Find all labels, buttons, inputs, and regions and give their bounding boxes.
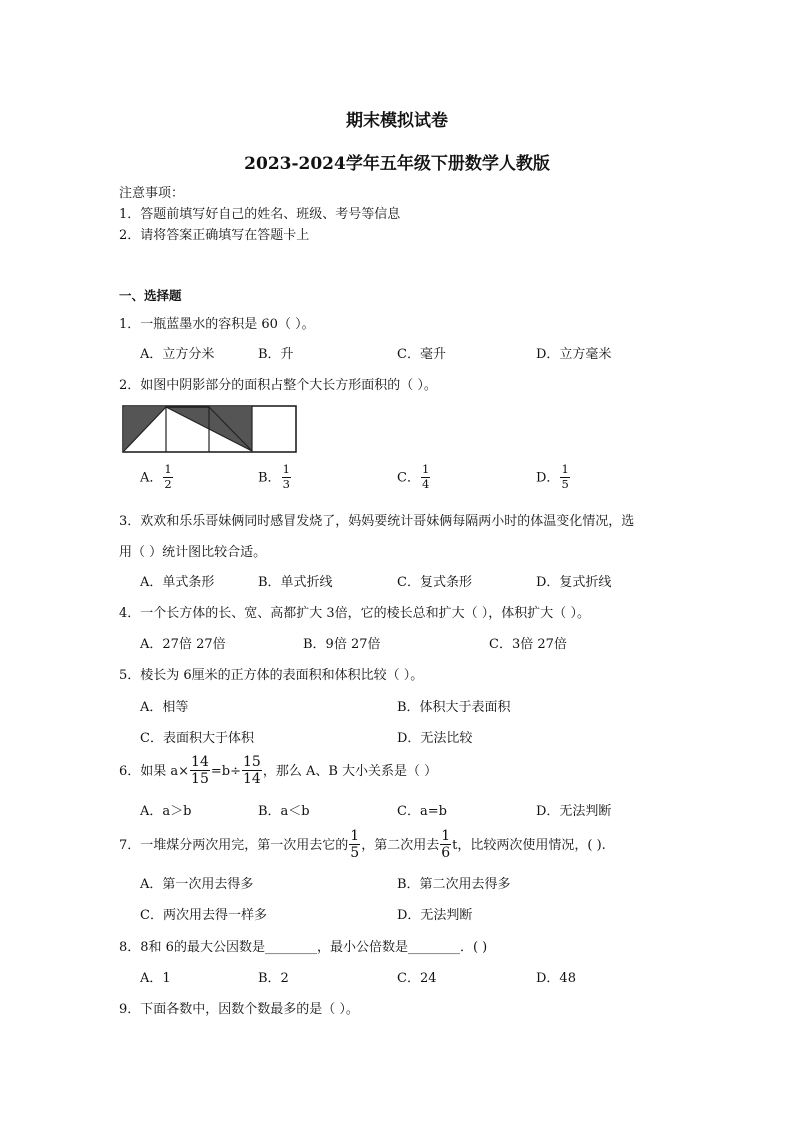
option-a[interactable]: A．27倍 27倍 <box>140 637 226 652</box>
fraction: $\frac{1}{5}$ <box>350 828 360 861</box>
option-a[interactable]: A．立方分米 <box>140 347 215 362</box>
exam-title: 期末模拟试卷 <box>346 111 448 131</box>
option-c[interactable]: C． $\frac{1}{4}$ <box>397 462 430 491</box>
note-item: 1．答题前填写好自己的姓名、班级、考号等信息 <box>119 207 401 222</box>
rectangle-diagram <box>122 405 298 453</box>
notes-heading: 注意事项： <box>119 186 185 201</box>
option-b[interactable]: B．2 <box>258 971 289 986</box>
option-c[interactable]: C．毫升 <box>397 347 446 362</box>
option-d[interactable]: D．复式折线 <box>536 575 612 590</box>
fraction: $\frac{15}{14}$ <box>242 754 261 787</box>
option-b[interactable]: B． $\frac{1}{3}$ <box>258 462 290 491</box>
fraction: $\frac{1}{6}$ <box>441 828 451 861</box>
question-stem: 8．8和 6的最大公因数是________，最小公倍数是________．( ) <box>119 940 488 955</box>
question-stem: 9．下面各数中，因数个数最多的是（ ）。 <box>119 1002 359 1017</box>
option-b[interactable]: B．升 <box>258 347 294 362</box>
option-a[interactable]: A．相等 <box>140 700 189 715</box>
option-d[interactable]: D．48 <box>536 971 576 986</box>
option-a[interactable]: A．单式条形 <box>140 575 215 590</box>
question-stem: 7．一堆煤分两次用完，第一次用去它的 $\frac{1}{5}$ ，第二次用去 $\frac{1}{6}$ t，比较两次使用情况，( ). <box>119 828 606 861</box>
option-a[interactable]: A．a＞b <box>140 804 192 819</box>
option-c[interactable]: C．24 <box>397 971 437 986</box>
question-stem: 5．棱长为 6厘米的正方体的表面积和体积比较（ ）。 <box>119 668 424 683</box>
option-b[interactable]: B．9倍 27倍 <box>303 637 381 652</box>
question-stem: 3．欢欢和乐乐哥妹俩同时感冒发烧了，妈妈要统计哥妹俩每隔两小时的体温变化情况，选 <box>119 514 635 529</box>
option-a[interactable]: A．第一次用去得多 <box>140 877 254 892</box>
question-stem: 2．如图中阴影部分的面积占整个大长方形面积的（ ）。 <box>119 378 437 393</box>
exam-subtitle: 2023-2024学年五年级下册数学人教版 <box>244 154 550 174</box>
question-stem: 6．如果 a× $\frac{14}{15}$ =b÷ $\frac{15}{14}$ ，那么 A、B 大小关系是（ ） <box>119 754 438 787</box>
option-d[interactable]: D．无法判断 <box>536 804 612 819</box>
option-b[interactable]: B．第二次用去得多 <box>397 877 511 892</box>
option-d[interactable]: D．无法比较 <box>397 731 473 746</box>
option-c[interactable]: C．两次用去得一样多 <box>140 908 267 923</box>
option-a[interactable]: A． $\frac{1}{2}$ <box>140 462 172 491</box>
question-stem: 4．一个长方体的长、宽、高都扩大 3倍，它的棱长总和扩大（ ），体积扩大（ ）。 <box>119 606 590 621</box>
section-title: 一、选择题 <box>119 288 182 303</box>
fraction: $\frac{14}{15}$ <box>191 754 209 787</box>
option-c[interactable]: C．表面积大于体积 <box>140 731 254 746</box>
option-d[interactable]: D．无法判断 <box>397 908 473 923</box>
question-stem-cont: 用（ ）统计图比较合适。 <box>119 545 267 560</box>
option-b[interactable]: B．单式折线 <box>258 575 333 590</box>
option-c[interactable]: C．3倍 27倍 <box>489 637 567 652</box>
option-b[interactable]: B．a＜b <box>258 804 310 819</box>
option-c[interactable]: C．复式条形 <box>397 575 472 590</box>
option-d[interactable]: D．立方毫米 <box>536 347 612 362</box>
option-a[interactable]: A．1 <box>140 971 171 986</box>
option-b[interactable]: B．体积大于表面积 <box>397 700 511 715</box>
option-c[interactable]: C．a=b <box>397 804 447 819</box>
note-item: 2．请将答案正确填写在答题卡上 <box>119 228 310 243</box>
question-stem: 1．一瓶蓝墨水的容积是 60（ ）。 <box>119 317 315 332</box>
option-d[interactable]: D． $\frac{1}{5}$ <box>536 462 569 491</box>
